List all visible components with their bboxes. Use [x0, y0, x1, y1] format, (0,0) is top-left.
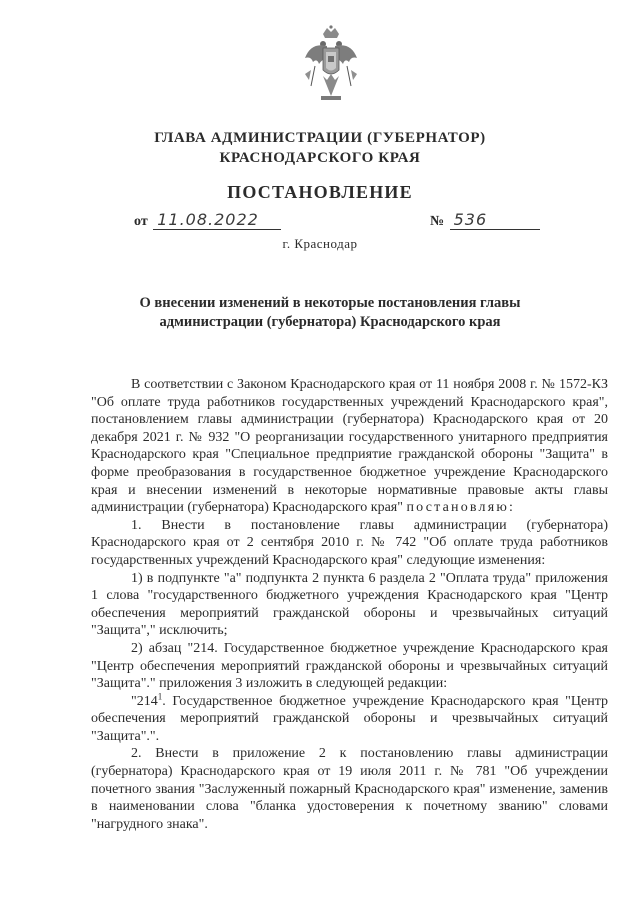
document-subject: О внесении изменений в некоторые постановления главы администрации (губернатора) Краснодарского края: [139, 295, 521, 330]
clause-1-new-wording: [91, 693, 608, 746]
number-line: [430, 210, 540, 230]
clause-1: 1. Внести в постановление главы администрации (губернатора) Краснодарского края от 2 сентября 2010 г. № 742 "Об оплате труда работников государственных учреждений Краснодарского края" следующие изменения:: [91, 517, 608, 568]
document-body: [91, 376, 608, 833]
preamble-text: В соответствии с Законом Краснодарского края от 11 ноября 2008 г. № 1572-КЗ "Об оплате труда работников государственных учреждений Краснодарского края", постановлением главы администрации (губернатора) Краснодарского края от 20 декабря 2021 г. № 932 "О реорганизации государственного унитарного предприятия Краснодарского края "Специальное предприятие гражданской обороны "Защита" в форме преобразования в государственное бюджетное учреждение Краснодарского края и внесении изменений в некоторые нормативные правовые акты главы администрации (губернатора) Краснодарского края": [91, 377, 608, 516]
city-line: г. Краснодар: [282, 236, 358, 251]
preamble-paragraph: [91, 376, 608, 517]
new-wording-start: "214: [131, 693, 158, 709]
krasnodar-krai-coat-of-arms-icon: [301, 24, 361, 104]
authority-title-line1: ГЛАВА АДМИНИСТРАЦИИ (ГУБЕРНАТОР): [154, 130, 486, 146]
number-label: №: [430, 214, 445, 229]
authority-title-line2: КРАСНОДАРСКОГО КРАЯ: [219, 150, 421, 166]
clause-2: 2. Внести в приложение 2 к постановлению главы администрации (губернатора) Краснодарского края от 19 июля 2011 г. № 781 "Об учреждении почетного звания "Заслуженный пожарный Краснодарского края" изменение, заменив в наименовании слова "бланка удостоверения к почетному званию" словами "нагрудного знака".: [91, 746, 608, 832]
date-label: от: [134, 214, 148, 229]
date-value: 11.08.2022: [153, 210, 281, 230]
resolve-word: постановляю:: [406, 500, 516, 516]
clause-1-subitem-1: 1) в подпункте "а" подпункта 2 пункта 6 раздела 2 "Оплата труда" приложения 1 слова "государственного бюджетного учреждения Краснодарского края "Центр обеспечения мероприятий гражданской обороны и чрезвычайных ситуаций "Защита"," исключить;: [91, 570, 608, 639]
document-type-title: ПОСТАНОВЛЕНИЕ: [227, 182, 413, 202]
new-wording-superscript: 1: [157, 691, 163, 702]
clause-1-subitem-2: 2) абзац "214. Государственное бюджетное учреждение Краснодарского края "Центр обеспечения мероприятий гражданской обороны и чрезвычайных ситуаций "Защита"." приложения 3 изложить в следующей редакции:: [91, 640, 608, 692]
date-line: [134, 210, 281, 230]
new-wording-rest: . Государственное бюджетное учреждение Краснодарского края "Центр обеспечения мероприятий гражданской обороны и чрезвычайных ситуаций "Защита".".: [91, 693, 608, 744]
number-value: 536: [450, 210, 540, 230]
